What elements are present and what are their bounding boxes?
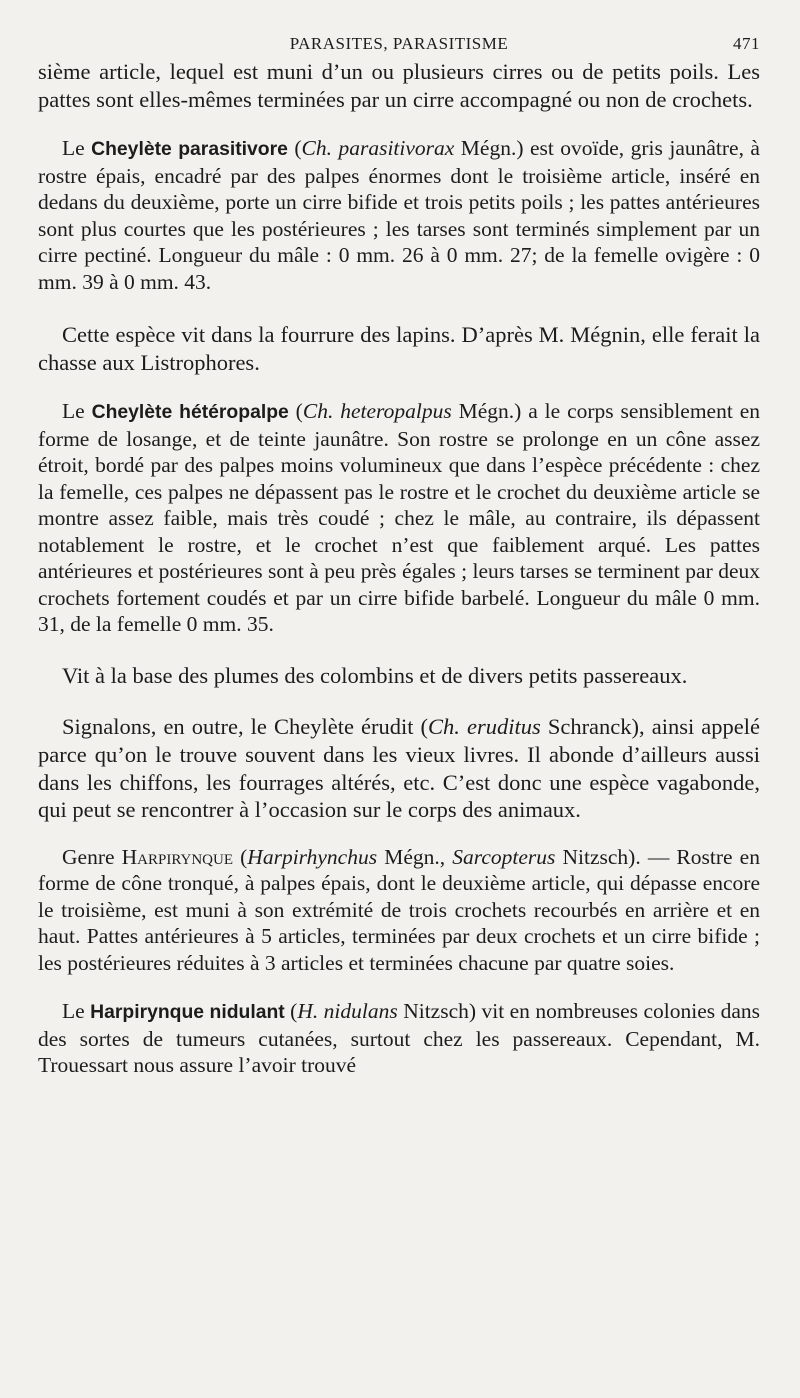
text-segment: Mégn.) a le corps sensiblement en forme de losange, et de teinte jaunâtre. Son rostre se prolonge en un cône assez étroit, bordé par des palpes moins volumineux que dans l’espèce précédente : chez la femelle, ces palpes ne dépassent pas le rostre et le crochet du deuxième article se montre assez faible, mais très coudé ; chez le mâle, au contraire, ils dépassent notablement le rostre, et le crochet n’est que faiblement arqué. Les pattes antérieures et postérieures sont à peu près égales ; leurs tarses se terminent par deux crochets fortement coudés et par un cirre bifide barbelé. Longueur du mâle 0 mm. 31, de la femelle 0 mm. 35. bbox=[38, 399, 761, 637]
text-segment: Le bbox=[62, 999, 91, 1024]
text-segment: Le bbox=[62, 136, 92, 161]
scientific-name: Ch. eruditus bbox=[428, 714, 541, 740]
scientific-name: H. nidulans bbox=[297, 999, 398, 1024]
scientific-name: Sarcopterus bbox=[452, 844, 556, 869]
text-segment: ( bbox=[233, 844, 248, 869]
page-header bbox=[38, 34, 760, 58]
text-segment: Genre bbox=[62, 844, 122, 869]
text-segment: ( bbox=[287, 136, 302, 161]
paragraph-cheylete-heteropalpe bbox=[38, 398, 760, 638]
text-segment: Nitzsch). — Rostre en forme de cône tronqué, à palpes épais, dont le deuxième article, qui dépasse encore le troisième, est muni à son extrémité de trois crochets recourbés en arrière et en haut. Pattes antérieures à 5 articles, terminées par deux crochets et un cirre bifide ; les postérieures réduites à 3 articles et terminées chacune par quatre soies. bbox=[38, 844, 760, 975]
species-name: Cheylète parasitivore bbox=[91, 138, 288, 161]
paragraph-habitat-colombins: Vit à la base des plumes des colombins et de divers petits passereaux. bbox=[62, 662, 688, 688]
paragraph-cheylete-parasitivore bbox=[38, 135, 760, 295]
running-head: PARASITES, PARASITISME bbox=[289, 34, 509, 53]
genus-name: Harpirynque bbox=[121, 844, 234, 869]
text-segment: Mégn., bbox=[377, 844, 453, 869]
text-segment: ( bbox=[288, 399, 303, 424]
page-number: 471 bbox=[733, 34, 760, 53]
paragraph-habitat-lapins: Cette espèce vit dans la fourrure des lapins. D’après M. Mégnin, elle ferait la chasse aux Listrophores. bbox=[38, 322, 760, 375]
paragraph-continuation: sième article, lequel est muni d’un ou plusieurs cirres ou de petits poils. Les pattes sont elles-mêmes terminées par un cirre accompagné ou non de crochets. bbox=[38, 59, 760, 112]
text-segment: Nitzsch) vit en nombreuses colonies dans des sortes de tumeurs cutanées, surtout chez les passereaux. Cependant, M. Trouessart nous assure l’avoir trouvé bbox=[38, 999, 760, 1078]
text-segment: Mégn.) est ovoïde, gris jaunâtre, à rostre épais, encadré par des palpes énormes dont le troisième article, inséré en dedans du deuxième, porte un cirre bifide et trois petits poils ; les pattes antérieures sont plus courtes que les postérieures ; les tarses sont terminés simplement par un cirre pectiné. Longueur du mâle : 0 mm. 26 à 0 mm. 27; de la femelle ovigère : 0 mm. 39 à 0 mm. 43. bbox=[38, 136, 760, 294]
scientific-name: Harpirhynchus bbox=[247, 844, 378, 869]
scientific-name: Ch. heteropalpus bbox=[302, 399, 452, 424]
species-name: Cheylète hétéropalpe bbox=[91, 401, 289, 424]
text-segment: ( bbox=[284, 999, 298, 1024]
species-name: Harpirynque nidulant bbox=[90, 1001, 285, 1024]
text-segment: Signalons, en outre, le Cheylète érudit ( bbox=[62, 714, 429, 740]
scientific-name: Ch. parasitivorax bbox=[301, 136, 455, 161]
paragraph-genre-harpirynque bbox=[38, 844, 760, 977]
text-segment: Schranck), ainsi appelé parce qu’on le trouve souvent dans les vieux livres. Il abonde d’ailleurs aussi dans les chiffons, les fourrages altérés, etc. C’est donc une espèce vagabonde, qui peut se rencontrer à l’occasion sur le corps des animaux. bbox=[38, 714, 760, 823]
text-segment: Le bbox=[62, 399, 92, 424]
paragraph-harpirynque-nidulant bbox=[38, 998, 760, 1079]
paragraph-cheylete-erudit bbox=[38, 713, 760, 823]
